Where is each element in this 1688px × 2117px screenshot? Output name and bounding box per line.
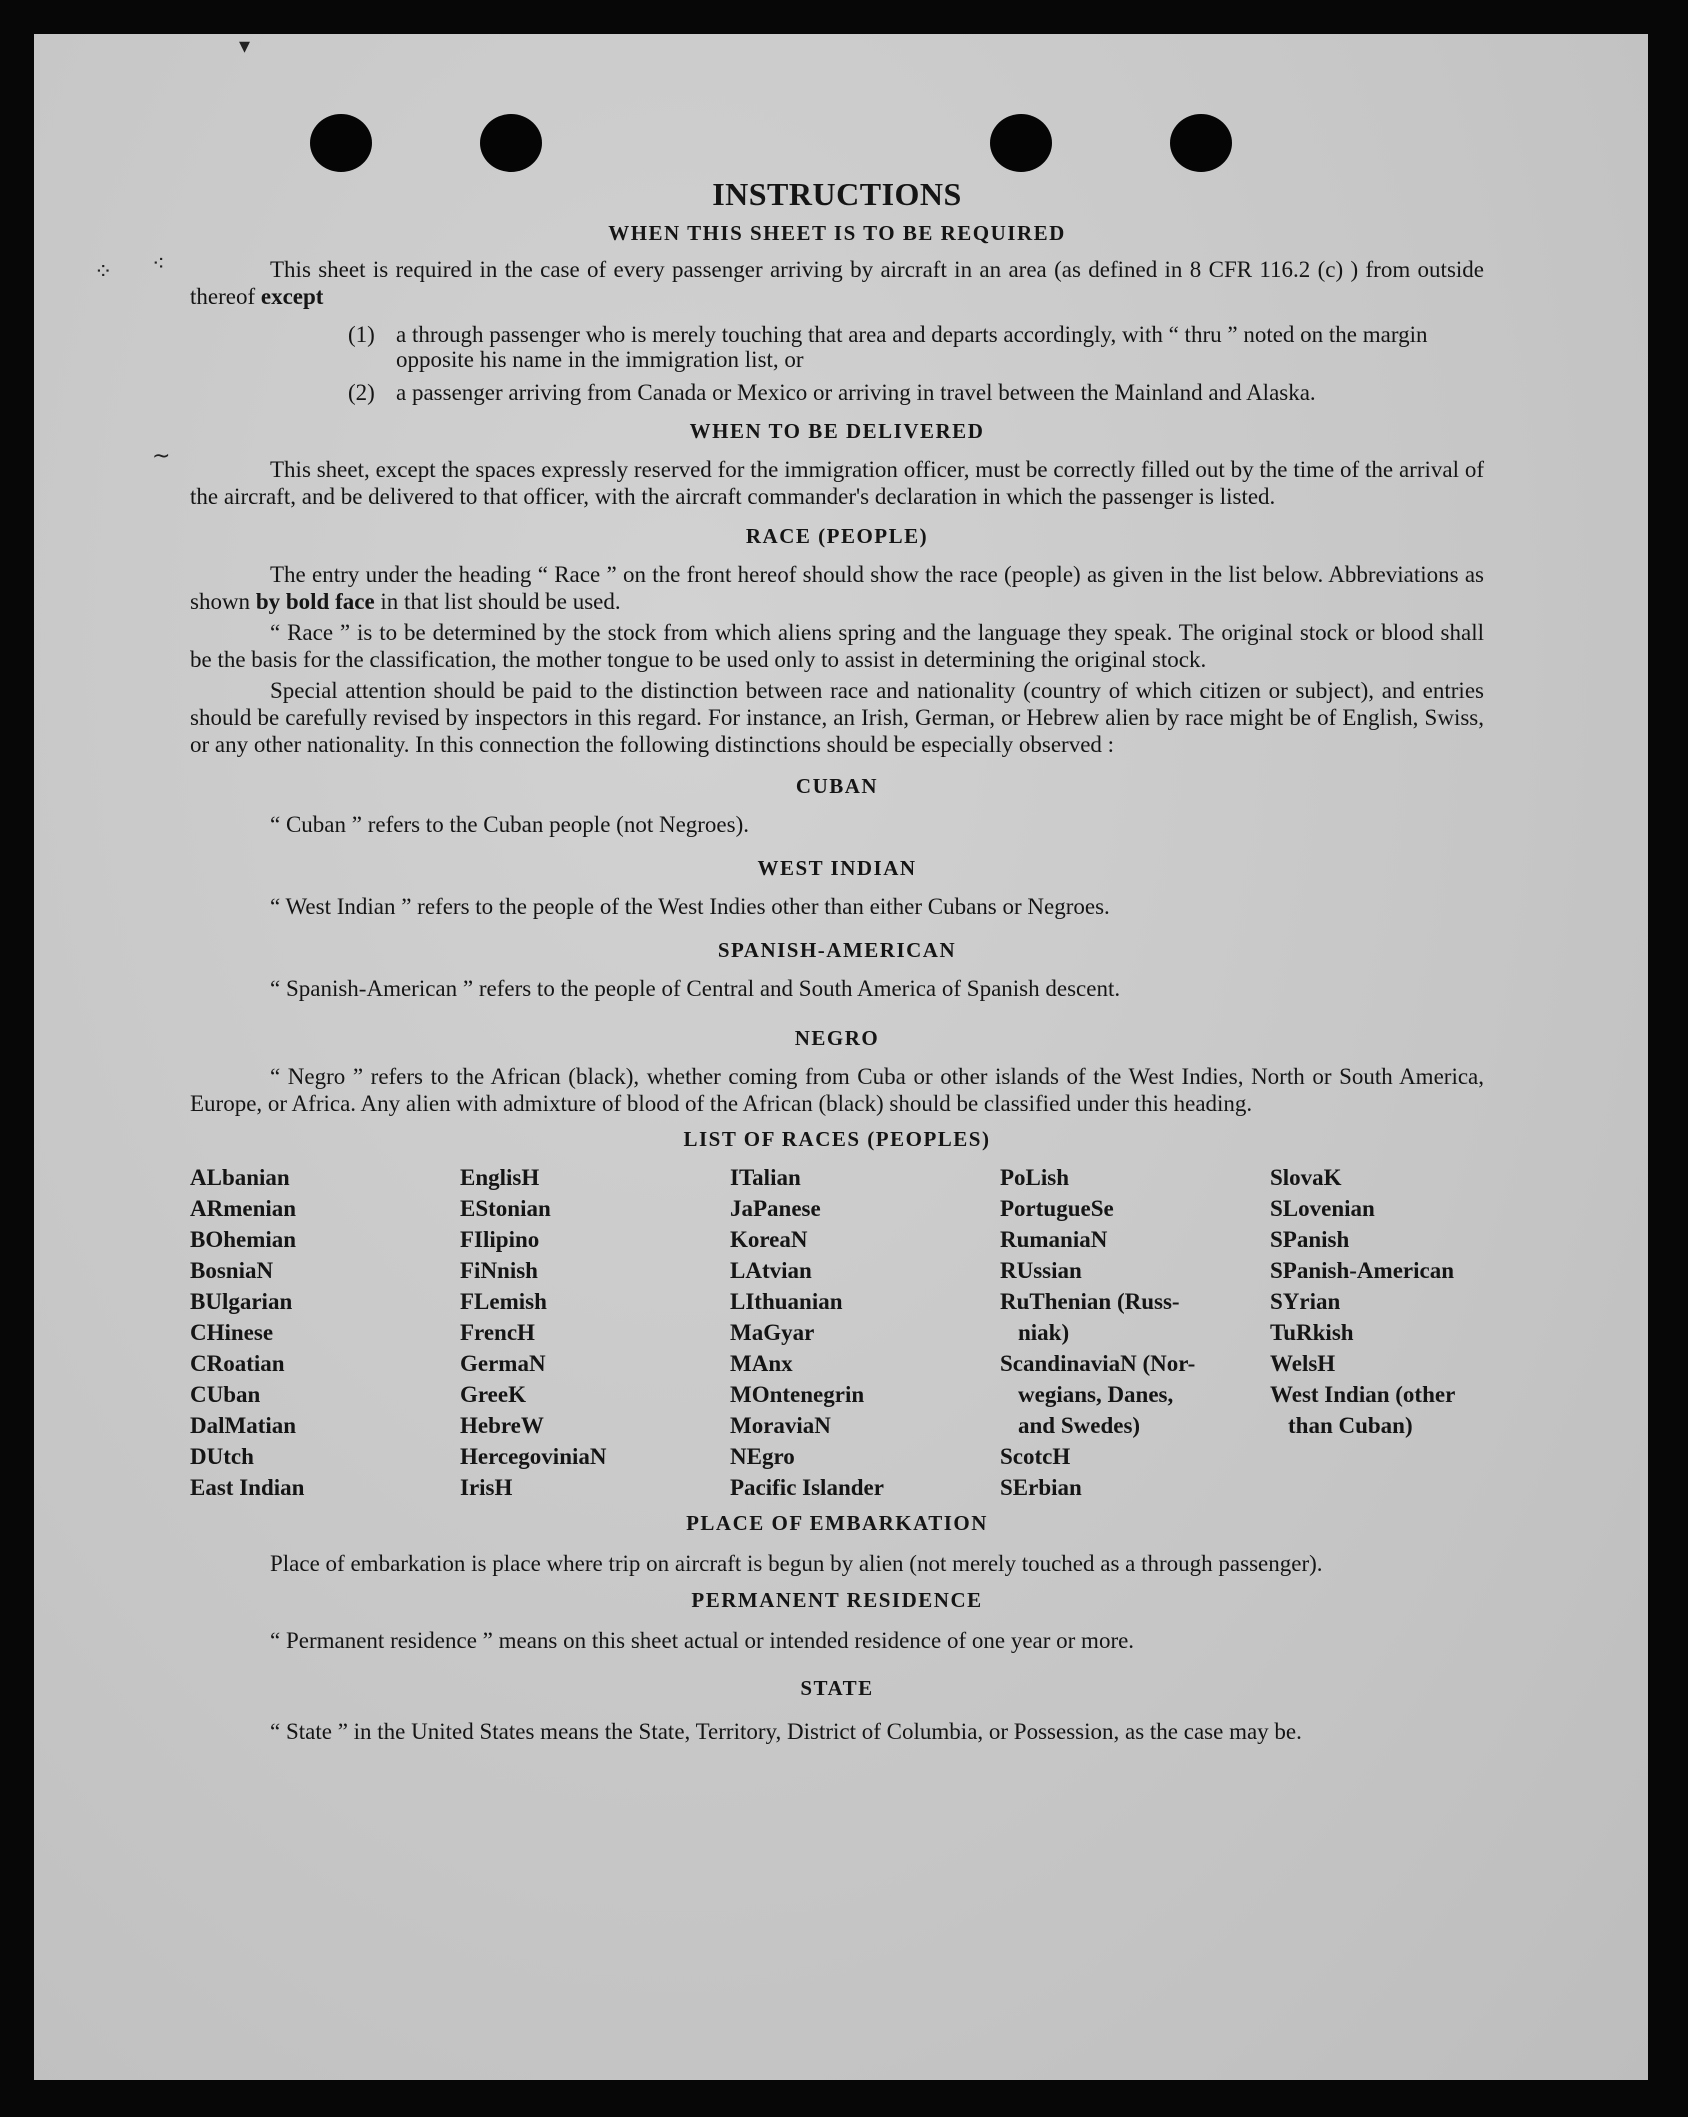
race-column (190, 1162, 460, 1503)
race-entry: JaPanese (730, 1196, 821, 1221)
paragraph: Special attention should be paid to the distinction between race and nationality (country of which citizen or subject), and entries should be carefully revised by inspectors in this regard. For instance, an Irish, German, or Hebrew alien by race might be of English, Swiss, or any other nationality. In this connection the following distinctions should be especially observed : (190, 678, 1484, 757)
race-entry: wegians, Danes, (1018, 1382, 1174, 1407)
race-entry: niak) (1018, 1320, 1070, 1345)
section-heading: NEGRO (794, 1026, 880, 1050)
race-entry: IrisH (460, 1475, 513, 1500)
race-entry: ITalian (730, 1165, 801, 1190)
race-entry: NEgro (730, 1444, 795, 1469)
race-entry: FLemish (460, 1289, 547, 1314)
race-entry: DalMatian (190, 1413, 297, 1438)
race-entry: FIlipino (460, 1227, 540, 1252)
race-column (1270, 1162, 1484, 1503)
race-column (730, 1162, 1000, 1503)
race-entry: EStonian (460, 1196, 551, 1221)
race-entry: PortugueSe (1000, 1196, 1114, 1221)
race-entry: PoLish (1000, 1165, 1070, 1190)
section-heading: PLACE OF EMBARKATION (686, 1511, 988, 1535)
race-entry: Pacific Islander (730, 1475, 884, 1500)
race-entry: SPanish (1270, 1227, 1350, 1252)
race-entry: CUban (190, 1382, 261, 1407)
ink-speck: ⁖ (152, 252, 165, 277)
race-entry: West Indian (other (1270, 1382, 1456, 1407)
race-entry: SYrian (1270, 1289, 1341, 1314)
race-entry: ARmenian (190, 1196, 297, 1221)
race-entry: RumaniaN (1000, 1227, 1108, 1252)
race-entry: CRoatian (190, 1351, 285, 1376)
race-entry: MoraviaN (730, 1413, 831, 1438)
race-entry: ScotcH (1000, 1444, 1071, 1469)
race-entry: FiNnish (460, 1258, 538, 1283)
paragraph: “ Negro ” refers to the African (black), whether coming from Cuba or other islands of the West Indies, North or South America, Europe, or Africa. Any alien with admixture of blood of the African (black) should be classified under this heading. (190, 1064, 1484, 1116)
section-heading: WHEN THIS SHEET IS TO BE REQUIRED (608, 221, 1066, 245)
race-entry: BUlgarian (190, 1289, 293, 1314)
paragraph: “ West Indian ” refers to the people of the West Indies other than either Cubans or Negroes. (270, 894, 1110, 919)
ink-speck: ▾ (239, 34, 251, 59)
paragraph: The entry under the heading “ Race ” on the front hereof should show the race (people) as given in the list below. Abbreviations as shown by bold face in that list should be used. (190, 562, 1484, 614)
race-entry: LAtvian (730, 1258, 812, 1283)
ink-speck: ⁘ (94, 260, 113, 285)
punch-hole (480, 114, 542, 172)
race-entry: and Swedes) (1018, 1413, 1141, 1438)
section-heading: LIST OF RACES (PEOPLES) (683, 1127, 991, 1151)
section-heading: PERMANENT RESIDENCE (691, 1588, 983, 1612)
section-heading: SPANISH-AMERICAN (717, 938, 957, 962)
race-entry: EnglisH (460, 1165, 540, 1190)
list-item: (2) a passenger arriving from Canada or Mexico or arriving in travel between the Mainland and Alaska. (348, 380, 1316, 405)
list-item: (1) a through passenger who is merely touching that area and departs accordingly, with “ thru ” noted on the margin opposite his name in the immigration list, or (348, 322, 1428, 372)
race-entry: East Indian (190, 1475, 305, 1500)
race-entry: CHinese (190, 1320, 274, 1345)
race-entry: HercegoviniaN (460, 1444, 607, 1469)
race-entry: LIthuanian (730, 1289, 843, 1314)
race-entry: BosniaN (190, 1258, 274, 1283)
paragraph: “ State ” in the United States means the State, Territory, District of Columbia, or Possession, as the case may be. (270, 1719, 1302, 1744)
race-entry: RUssian (1000, 1258, 1082, 1283)
paragraph: Place of embarkation is place where trip on aircraft is begun by alien (not merely touched as a through passenger). (270, 1551, 1323, 1576)
paragraph: “ Cuban ” refers to the Cuban people (not Negroes). (270, 812, 750, 837)
ink-speck: ~ (152, 444, 171, 469)
paragraph: “ Spanish-American ” refers to the people of Central and South America of Spanish descent. (270, 976, 1121, 1001)
race-entry: HebreW (460, 1413, 544, 1438)
race-entry: SlovaK (1270, 1165, 1342, 1190)
race-entry: SPanish-American (1270, 1258, 1454, 1283)
race-entry: FrencH (460, 1320, 535, 1345)
section-heading: CUBAN (795, 774, 879, 798)
section-heading: WEST INDIAN (757, 856, 917, 880)
punch-hole (1170, 114, 1232, 172)
race-entry: GermaN (460, 1351, 546, 1376)
race-entry: MaGyar (730, 1320, 815, 1345)
race-entry: GreeK (460, 1382, 526, 1407)
section-heading: STATE (800, 1676, 874, 1700)
race-entry: KoreaN (730, 1227, 808, 1252)
punch-hole (310, 114, 372, 172)
race-entry: WelsH (1270, 1351, 1336, 1376)
race-entry: TuRkish (1270, 1320, 1354, 1345)
race-entry: BOhemian (190, 1227, 297, 1252)
race-entry: than Cuban) (1288, 1413, 1413, 1438)
instructions-content (190, 176, 1484, 1749)
race-entry: MAnx (730, 1351, 793, 1376)
race-column (1000, 1162, 1270, 1503)
paragraph: This sheet is required in the case of every passenger arriving by aircraft in an area (as defined in 8 CFR 116.2 (c) ) from outside thereof except (190, 257, 1484, 309)
section-heading: RACE (PEOPLE) (745, 524, 929, 548)
race-entry: SLovenian (1270, 1196, 1375, 1221)
section-heading: WHEN TO BE DELIVERED (689, 419, 985, 443)
paragraph: “ Permanent residence ” means on this sheet actual or intended residence of one year or more. (270, 1628, 1135, 1653)
race-column (460, 1162, 730, 1503)
paragraph: “ Race ” is to be determined by the stock from which aliens spring and the language they speak. The original stock or blood shall be the basis for the classification, the mother tongue to be used only to assist in determining the original stock. (190, 620, 1484, 672)
punch-hole (990, 114, 1052, 172)
race-entry: SErbian (1000, 1475, 1082, 1500)
race-list (190, 1162, 1484, 1503)
race-entry: MOntenegrin (730, 1382, 865, 1407)
race-entry: RuThenian (Russ- (1000, 1289, 1180, 1314)
race-entry: ScandinaviaN (Nor- (1000, 1351, 1196, 1376)
race-entry: ALbanian (190, 1165, 290, 1190)
paragraph: This sheet, except the spaces expressly reserved for the immigration officer, must be correctly filled out by the time of the arrival of the aircraft, and be delivered to that officer, with the aircraft commander's declaration in which the passenger is listed. (190, 457, 1484, 509)
page-title: INSTRUCTIONS (712, 176, 962, 212)
race-entry: DUtch (190, 1444, 254, 1469)
